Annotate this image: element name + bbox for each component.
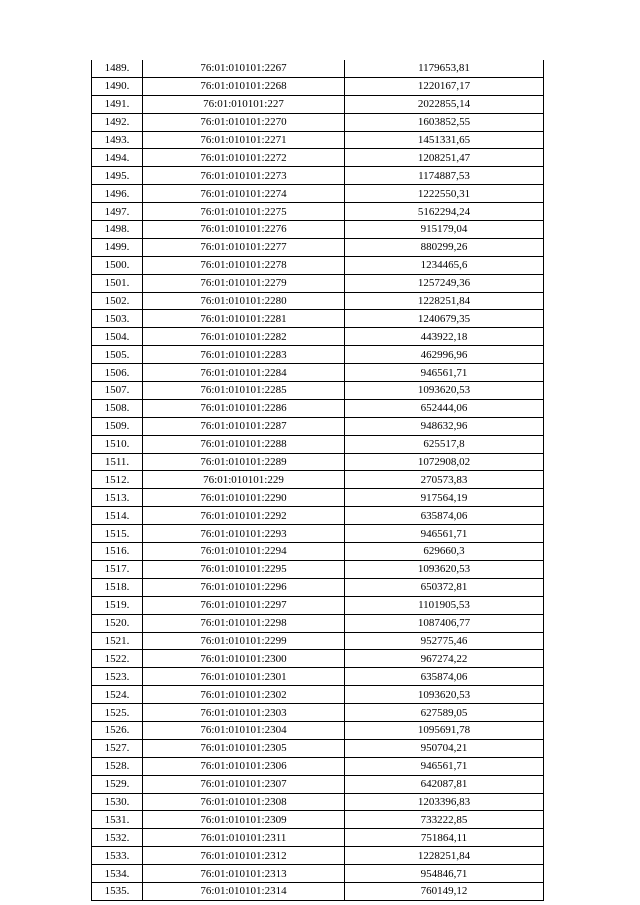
row-number-cell: 1527. bbox=[92, 739, 143, 757]
cadastral-value-cell: 946561,71 bbox=[345, 364, 544, 382]
row-number-cell: 1495. bbox=[92, 167, 143, 185]
cadastral-value-cell: 635874,06 bbox=[345, 668, 544, 686]
cadastral-number-cell: 76:01:010101:2283 bbox=[143, 346, 345, 364]
row-number-cell: 1519. bbox=[92, 596, 143, 614]
table-row bbox=[92, 489, 544, 507]
row-number-cell: 1524. bbox=[92, 686, 143, 704]
cadastral-number-cell: 76:01:010101:2275 bbox=[143, 203, 345, 221]
row-number-cell: 1516. bbox=[92, 543, 143, 561]
table-row bbox=[92, 292, 544, 310]
cadastral-value-cell: 915179,04 bbox=[345, 221, 544, 239]
table-row bbox=[92, 60, 544, 77]
row-number-cell: 1506. bbox=[92, 364, 143, 382]
table-row bbox=[92, 471, 544, 489]
cadastral-number-cell: 76:01:010101:2307 bbox=[143, 775, 345, 793]
cadastral-number-cell: 76:01:010101:2278 bbox=[143, 256, 345, 274]
cadastral-value-cell: 2022855,14 bbox=[345, 95, 544, 113]
cadastral-number-cell: 76:01:010101:2301 bbox=[143, 668, 345, 686]
cadastral-value-cell: 967274,22 bbox=[345, 650, 544, 668]
cadastral-value-cell: 270573,83 bbox=[345, 471, 544, 489]
row-number-cell: 1498. bbox=[92, 221, 143, 239]
cadastral-number-cell: 76:01:010101:227 bbox=[143, 95, 345, 113]
cadastral-value-cell: 635874,06 bbox=[345, 507, 544, 525]
cadastral-number-cell: 76:01:010101:2286 bbox=[143, 399, 345, 417]
cadastral-value-cell: 1179653,81 bbox=[345, 60, 544, 77]
cadastral-number-cell: 76:01:010101:229 bbox=[143, 471, 345, 489]
cadastral-number-cell: 76:01:010101:2292 bbox=[143, 507, 345, 525]
cadastral-number-cell: 76:01:010101:2274 bbox=[143, 185, 345, 203]
cadastral-number-cell: 76:01:010101:2287 bbox=[143, 417, 345, 435]
row-number-cell: 1530. bbox=[92, 793, 143, 811]
cadastral-number-cell: 76:01:010101:2279 bbox=[143, 274, 345, 292]
table-row bbox=[92, 560, 544, 578]
row-number-cell: 1518. bbox=[92, 578, 143, 596]
row-number-cell: 1511. bbox=[92, 453, 143, 471]
table-row bbox=[92, 417, 544, 435]
table-row bbox=[92, 185, 544, 203]
row-number-cell: 1510. bbox=[92, 435, 143, 453]
row-number-cell: 1534. bbox=[92, 865, 143, 883]
cadastral-value-cell: 1220167,17 bbox=[345, 77, 544, 95]
table-row bbox=[92, 614, 544, 632]
row-number-cell: 1532. bbox=[92, 829, 143, 847]
cadastral-number-cell: 76:01:010101:2289 bbox=[143, 453, 345, 471]
cadastral-number-cell: 76:01:010101:2297 bbox=[143, 596, 345, 614]
cadastral-value-cell: 1093620,53 bbox=[345, 686, 544, 704]
cadastral-number-cell: 76:01:010101:2284 bbox=[143, 364, 345, 382]
table-row bbox=[92, 453, 544, 471]
cadastral-number-cell: 76:01:010101:2280 bbox=[143, 292, 345, 310]
row-number-cell: 1497. bbox=[92, 203, 143, 221]
table-row bbox=[92, 131, 544, 149]
row-number-cell: 1496. bbox=[92, 185, 143, 203]
row-number-cell: 1531. bbox=[92, 811, 143, 829]
cadastral-value-cell: 650372,81 bbox=[345, 578, 544, 596]
table-body bbox=[92, 60, 544, 900]
cadastral-value-cell: 751864,11 bbox=[345, 829, 544, 847]
cadastral-number-cell: 76:01:010101:2295 bbox=[143, 560, 345, 578]
cadastral-value-cell: 952775,46 bbox=[345, 632, 544, 650]
cadastral-value-cell: 627589,05 bbox=[345, 704, 544, 722]
row-number-cell: 1535. bbox=[92, 882, 143, 900]
row-number-cell: 1505. bbox=[92, 346, 143, 364]
table-row bbox=[92, 668, 544, 686]
table-row bbox=[92, 364, 544, 382]
cadastral-number-cell: 76:01:010101:2308 bbox=[143, 793, 345, 811]
cadastral-number-cell: 76:01:010101:2271 bbox=[143, 131, 345, 149]
table-row bbox=[92, 543, 544, 561]
cadastral-value-cell: 1072908,02 bbox=[345, 453, 544, 471]
table-row bbox=[92, 721, 544, 739]
cadastral-value-cell: 1228251,84 bbox=[345, 847, 544, 865]
cadastral-number-cell: 76:01:010101:2288 bbox=[143, 435, 345, 453]
row-number-cell: 1513. bbox=[92, 489, 143, 507]
table-row bbox=[92, 596, 544, 614]
row-number-cell: 1499. bbox=[92, 238, 143, 256]
cadastral-number-cell: 76:01:010101:2306 bbox=[143, 757, 345, 775]
cadastral-number-cell: 76:01:010101:2309 bbox=[143, 811, 345, 829]
cadastral-number-cell: 76:01:010101:2302 bbox=[143, 686, 345, 704]
row-number-cell: 1493. bbox=[92, 131, 143, 149]
cadastral-value-cell: 1101905,53 bbox=[345, 596, 544, 614]
cadastral-value-cell: 917564,19 bbox=[345, 489, 544, 507]
table-row bbox=[92, 346, 544, 364]
cadastral-value-cell: 1174887,53 bbox=[345, 167, 544, 185]
row-number-cell: 1526. bbox=[92, 721, 143, 739]
table-row bbox=[92, 704, 544, 722]
table-row bbox=[92, 775, 544, 793]
row-number-cell: 1491. bbox=[92, 95, 143, 113]
cadastral-value-cell: 733222,85 bbox=[345, 811, 544, 829]
cadastral-value-cell: 1451331,65 bbox=[345, 131, 544, 149]
cadastral-value-cell: 1087406,77 bbox=[345, 614, 544, 632]
cadastral-value-cell: 443922,18 bbox=[345, 328, 544, 346]
row-number-cell: 1504. bbox=[92, 328, 143, 346]
cadastral-value-cell: 946561,71 bbox=[345, 757, 544, 775]
table-row bbox=[92, 757, 544, 775]
table-row bbox=[92, 221, 544, 239]
cadastral-value-cell: 760149,12 bbox=[345, 882, 544, 900]
cadastral-number-cell: 76:01:010101:2298 bbox=[143, 614, 345, 632]
cadastral-value-cell: 1095691,78 bbox=[345, 721, 544, 739]
cadastral-number-cell: 76:01:010101:2276 bbox=[143, 221, 345, 239]
row-number-cell: 1517. bbox=[92, 560, 143, 578]
row-number-cell: 1492. bbox=[92, 113, 143, 131]
row-number-cell: 1500. bbox=[92, 256, 143, 274]
table-row bbox=[92, 382, 544, 400]
cadastral-value-cell: 954846,71 bbox=[345, 865, 544, 883]
row-number-cell: 1514. bbox=[92, 507, 143, 525]
cadastral-number-cell: 76:01:010101:2304 bbox=[143, 721, 345, 739]
cadastral-value-cell: 1240679,35 bbox=[345, 310, 544, 328]
row-number-cell: 1489. bbox=[92, 60, 143, 77]
cadastral-value-cell: 950704,21 bbox=[345, 739, 544, 757]
cadastral-value-cell: 1203396,83 bbox=[345, 793, 544, 811]
row-number-cell: 1529. bbox=[92, 775, 143, 793]
table-row bbox=[92, 113, 544, 131]
table-row bbox=[92, 328, 544, 346]
table-row bbox=[92, 686, 544, 704]
cadastral-value-cell: 652444,06 bbox=[345, 399, 544, 417]
row-number-cell: 1508. bbox=[92, 399, 143, 417]
row-number-cell: 1494. bbox=[92, 149, 143, 167]
cadastral-value-cell: 948632,96 bbox=[345, 417, 544, 435]
cadastral-value-table bbox=[91, 60, 544, 901]
table-row bbox=[92, 167, 544, 185]
table-row bbox=[92, 149, 544, 167]
cadastral-number-cell: 76:01:010101:2311 bbox=[143, 829, 345, 847]
cadastral-value-cell: 462996,96 bbox=[345, 346, 544, 364]
table-row bbox=[92, 435, 544, 453]
cadastral-number-cell: 76:01:010101:2294 bbox=[143, 543, 345, 561]
row-number-cell: 1533. bbox=[92, 847, 143, 865]
cadastral-number-cell: 76:01:010101:2268 bbox=[143, 77, 345, 95]
table-row bbox=[92, 310, 544, 328]
cadastral-number-cell: 76:01:010101:2282 bbox=[143, 328, 345, 346]
table-row bbox=[92, 739, 544, 757]
row-number-cell: 1512. bbox=[92, 471, 143, 489]
table-row bbox=[92, 399, 544, 417]
cadastral-number-cell: 76:01:010101:2285 bbox=[143, 382, 345, 400]
table-row bbox=[92, 238, 544, 256]
cadastral-number-cell: 76:01:010101:2296 bbox=[143, 578, 345, 596]
row-number-cell: 1528. bbox=[92, 757, 143, 775]
cadastral-number-cell: 76:01:010101:2300 bbox=[143, 650, 345, 668]
cadastral-value-cell: 946561,71 bbox=[345, 525, 544, 543]
row-number-cell: 1502. bbox=[92, 292, 143, 310]
cadastral-number-cell: 76:01:010101:2314 bbox=[143, 882, 345, 900]
cadastral-number-cell: 76:01:010101:2305 bbox=[143, 739, 345, 757]
cadastral-number-cell: 76:01:010101:2293 bbox=[143, 525, 345, 543]
table-row bbox=[92, 274, 544, 292]
table-row bbox=[92, 203, 544, 221]
table-row bbox=[92, 829, 544, 847]
cadastral-number-cell: 76:01:010101:2272 bbox=[143, 149, 345, 167]
row-number-cell: 1515. bbox=[92, 525, 143, 543]
cadastral-number-cell: 76:01:010101:2303 bbox=[143, 704, 345, 722]
table-row bbox=[92, 578, 544, 596]
cadastral-value-cell: 1257249,36 bbox=[345, 274, 544, 292]
table-row bbox=[92, 793, 544, 811]
table-row bbox=[92, 256, 544, 274]
table-row bbox=[92, 632, 544, 650]
table-row bbox=[92, 865, 544, 883]
table-row bbox=[92, 77, 544, 95]
row-number-cell: 1507. bbox=[92, 382, 143, 400]
row-number-cell: 1523. bbox=[92, 668, 143, 686]
cadastral-value-cell: 1208251,47 bbox=[345, 149, 544, 167]
row-number-cell: 1503. bbox=[92, 310, 143, 328]
cadastral-value-cell: 625517,8 bbox=[345, 435, 544, 453]
table-row bbox=[92, 847, 544, 865]
row-number-cell: 1520. bbox=[92, 614, 143, 632]
table-row bbox=[92, 95, 544, 113]
table-row bbox=[92, 507, 544, 525]
cadastral-value-cell: 642087,81 bbox=[345, 775, 544, 793]
cadastral-number-cell: 76:01:010101:2273 bbox=[143, 167, 345, 185]
table-row bbox=[92, 525, 544, 543]
cadastral-value-cell: 1222550,31 bbox=[345, 185, 544, 203]
table-row bbox=[92, 650, 544, 668]
cadastral-value-cell: 1093620,53 bbox=[345, 560, 544, 578]
row-number-cell: 1522. bbox=[92, 650, 143, 668]
row-number-cell: 1509. bbox=[92, 417, 143, 435]
table-row bbox=[92, 882, 544, 900]
cadastral-number-cell: 76:01:010101:2267 bbox=[143, 60, 345, 77]
cadastral-value-cell: 1234465,6 bbox=[345, 256, 544, 274]
cadastral-value-cell: 629660,3 bbox=[345, 543, 544, 561]
cadastral-number-cell: 76:01:010101:2277 bbox=[143, 238, 345, 256]
row-number-cell: 1521. bbox=[92, 632, 143, 650]
cadastral-number-cell: 76:01:010101:2313 bbox=[143, 865, 345, 883]
cadastral-number-cell: 76:01:010101:2290 bbox=[143, 489, 345, 507]
cadastral-number-cell: 76:01:010101:2299 bbox=[143, 632, 345, 650]
row-number-cell: 1501. bbox=[92, 274, 143, 292]
cadastral-value-cell: 1228251,84 bbox=[345, 292, 544, 310]
cadastral-number-cell: 76:01:010101:2281 bbox=[143, 310, 345, 328]
row-number-cell: 1525. bbox=[92, 704, 143, 722]
cadastral-value-cell: 1093620,53 bbox=[345, 382, 544, 400]
cadastral-number-cell: 76:01:010101:2270 bbox=[143, 113, 345, 131]
cadastral-number-cell: 76:01:010101:2312 bbox=[143, 847, 345, 865]
cadastral-value-cell: 5162294,24 bbox=[345, 203, 544, 221]
cadastral-value-cell: 880299,26 bbox=[345, 238, 544, 256]
cadastral-value-cell: 1603852,55 bbox=[345, 113, 544, 131]
row-number-cell: 1490. bbox=[92, 77, 143, 95]
table-row bbox=[92, 811, 544, 829]
